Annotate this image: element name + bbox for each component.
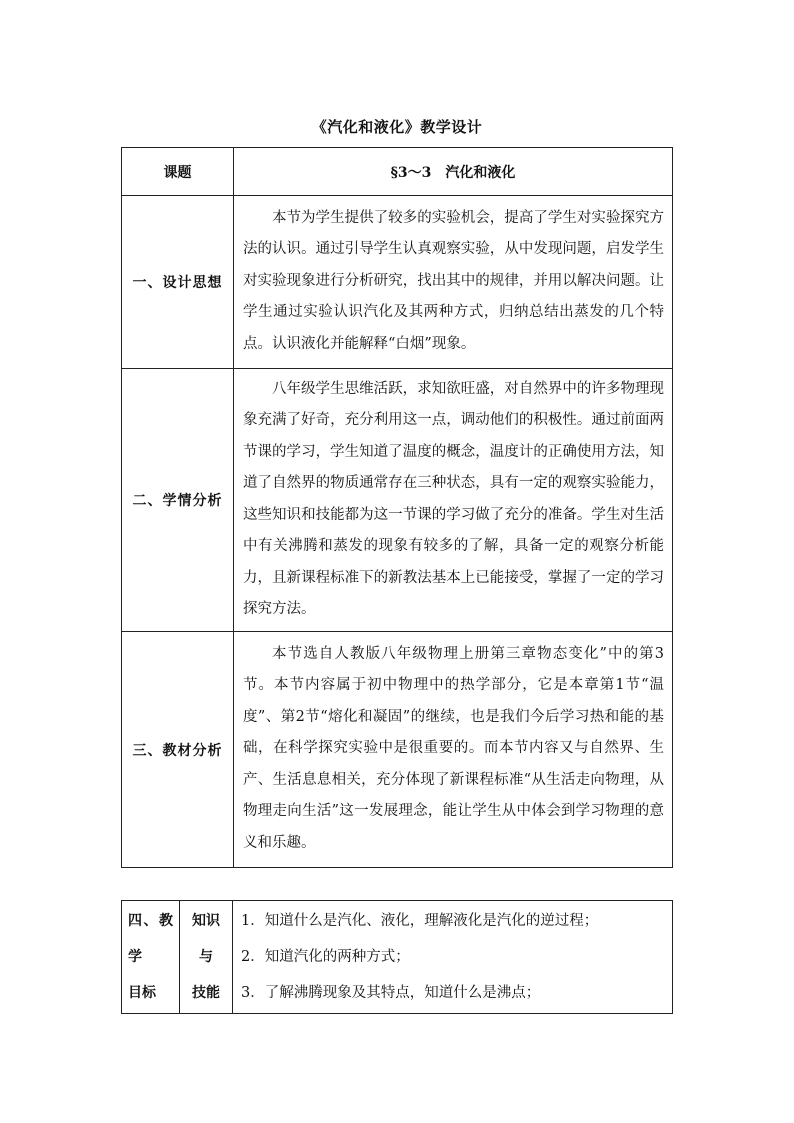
topic-value: §3～3 汽化和液化 [234, 148, 673, 196]
table-row [122, 901, 673, 1014]
goals-sublabel-line: 技能 [192, 985, 220, 1001]
goals-label [122, 901, 180, 1014]
goals-label-line: 学 [128, 949, 142, 965]
goals-label-line: 目标 [128, 985, 156, 1001]
section-text-student-analysis: 八年级学生思维活跃，求知欲旺盛，对自然界中的许多物理现象充满了好奇，充分利用这一点，调动他们的积极性。通过前面两节课的学习，学生知道了温度的概念，温度计的正确使用方法，知道了自然界的物质通常存在三种状态，具有一定的观察实验能力，这些知识和技能都为这一节课的学习做了充分的准备。学生对生活中有关沸腾和蒸发的现象有较多的了解，具备一定的观察分析能力，且新课程标准下的新教法基本上已能接受，掌握了一定的学习探究方法。 [234, 369, 673, 632]
teaching-goals-table [121, 900, 673, 1014]
section-label-textbook-analysis: 三、教材分析 [122, 632, 234, 868]
list-item: 3．了解沸腾现象及其特点，知道什么是沸点； [241, 985, 541, 1001]
lesson-design-table [121, 147, 673, 868]
list-item: 1．知道什么是汽化、液化，理解液化是汽化的逆过程； [241, 913, 599, 929]
section-label-design-idea: 一、设计思想 [122, 196, 234, 369]
section-text-textbook-analysis: 本节选自人教版八年级物理上册第三章物态变化”中的第3节。本节内容属于初中物理中的热学部分，它是本章第1节“温度”、第2节“熔化和凝固”的继续，也是我们今后学习热和能的基础，在科学探究实验中是很重要的。而本节内容又与自然界、生产、生活息息相关，充分体现了新课程标准“从生活走向物理，从物理走向生活”这一发展理念，能让学生从中体会到学习物理的意义和乐趣。 [234, 632, 673, 868]
section-label-student-analysis: 二、学情分析 [122, 369, 234, 632]
goals-sublabel-line: 与 [199, 949, 213, 965]
table-row [122, 369, 673, 632]
document-title: 《汽化和液化》教学设计 [311, 118, 483, 136]
table-row [122, 632, 673, 868]
table-header-row [122, 148, 673, 196]
list-item: 2．知道汽化的两种方式； [241, 949, 410, 965]
topic-label: 课题 [122, 148, 234, 196]
goals-label-line: 四、教 [128, 913, 173, 929]
goals-list [233, 901, 673, 1014]
section-text-design-idea: 本节为学生提供了较多的实验机会，提高了学生对实验探究方法的认识。通过引导学生认真观察实验，从中发现问题，启发学生对实验现象进行分析研究，找出其中的规律，并用以解决问题。让学生通过实验认识汽化及其两种方式，归纳总结出蒸发的几个特点。认识液化并能解释“白烟”现象。 [234, 196, 673, 369]
goals-sublabel-line: 知识 [192, 913, 220, 929]
goals-sublabel [180, 901, 233, 1014]
table-row [122, 196, 673, 369]
